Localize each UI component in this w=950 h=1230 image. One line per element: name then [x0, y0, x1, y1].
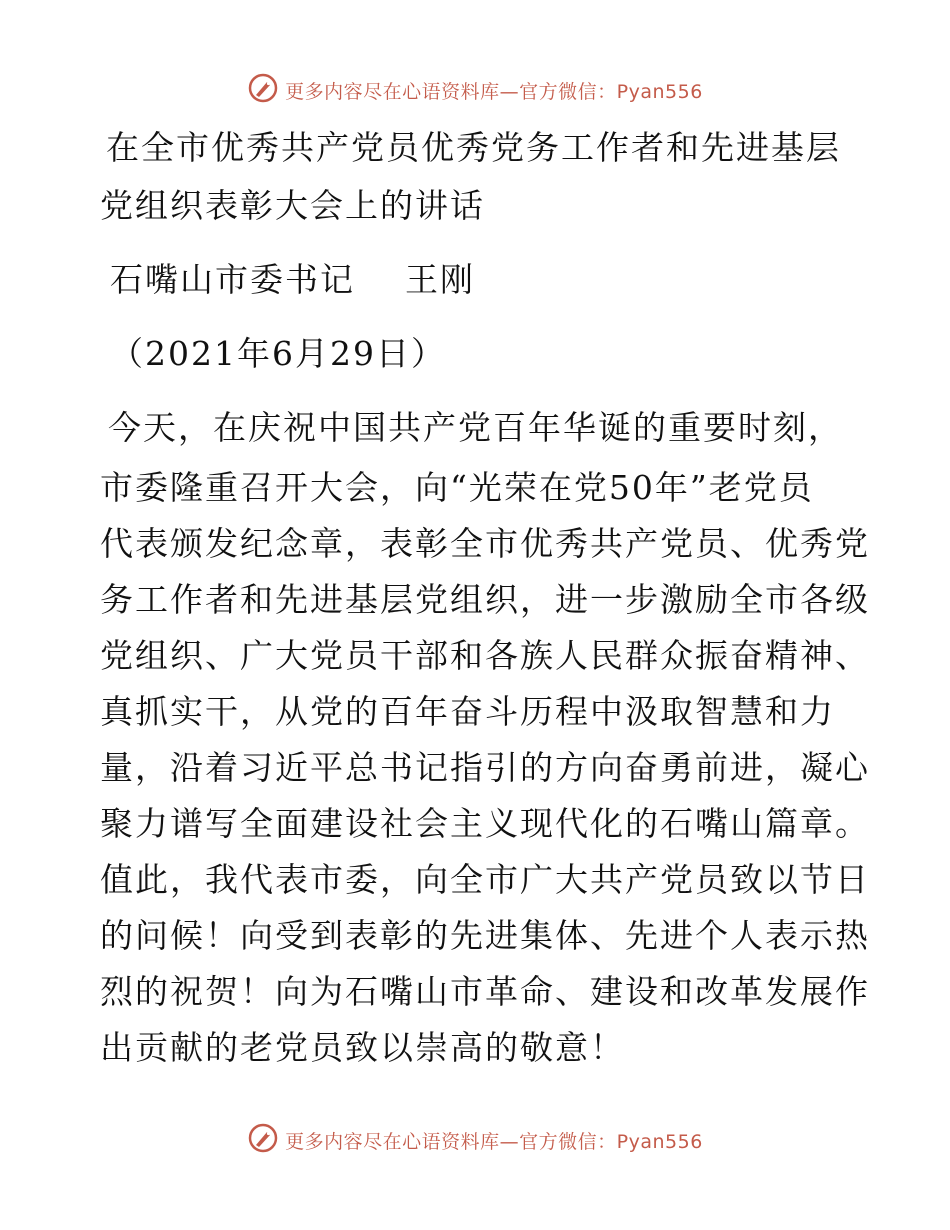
pen-nib-circle-icon	[247, 1122, 279, 1158]
title-line-2: 党组织表彰大会上的讲话	[100, 186, 485, 225]
date-line: （2021年6月29日）	[110, 334, 446, 373]
paragraph-line: 烈的祝贺！向为石嘴山市革命、建设和改革发展作	[100, 972, 870, 1011]
paragraph-line: 量，沿着习近平总书记指引的方向奋勇前进，凝心	[100, 748, 870, 787]
watermark-text: 更多内容尽在心语资料库—官方微信：Pyan556	[285, 1130, 703, 1153]
paragraph-line: 今天，在庆祝中国共产党百年华诞的重要时刻，	[108, 408, 843, 447]
title-line-1: 在全市优秀共产党员优秀党务工作者和先进基层	[106, 128, 841, 167]
author-line: 石嘴山市委书记 王刚	[110, 260, 475, 299]
pen-nib-circle-icon	[247, 72, 279, 108]
paragraph-line: 市委隆重召开大会，向“光荣在党50年”老党员	[100, 468, 814, 507]
paragraph-line: 聚力谱写全面建设社会主义现代化的石嘴山篇章。	[100, 804, 870, 843]
footer-watermark-banner	[0, 1120, 950, 1160]
paragraph-line: 务工作者和先进基层党组织，进一步激励全市各级	[100, 580, 870, 619]
watermark-text: 更多内容尽在心语资料库—官方微信：Pyan556	[285, 80, 703, 103]
paragraph-line: 的问候！向受到表彰的先进集体、先进个人表示热	[100, 916, 870, 955]
paragraph-line: 值此，我代表市委，向全市广大共产党员致以节日	[100, 860, 870, 899]
paragraph-line: 真抓实干，从党的百年奋斗历程中汲取智慧和力	[100, 692, 835, 731]
paragraph-line: 出贡献的老党员致以崇高的敬意！	[100, 1028, 625, 1067]
paragraph-line: 党组织、广大党员干部和各族人民群众振奋精神、	[100, 636, 870, 675]
header-watermark-banner	[0, 70, 950, 110]
paragraph-line: 代表颁发纪念章，表彰全市优秀共产党员、优秀党	[100, 524, 870, 563]
